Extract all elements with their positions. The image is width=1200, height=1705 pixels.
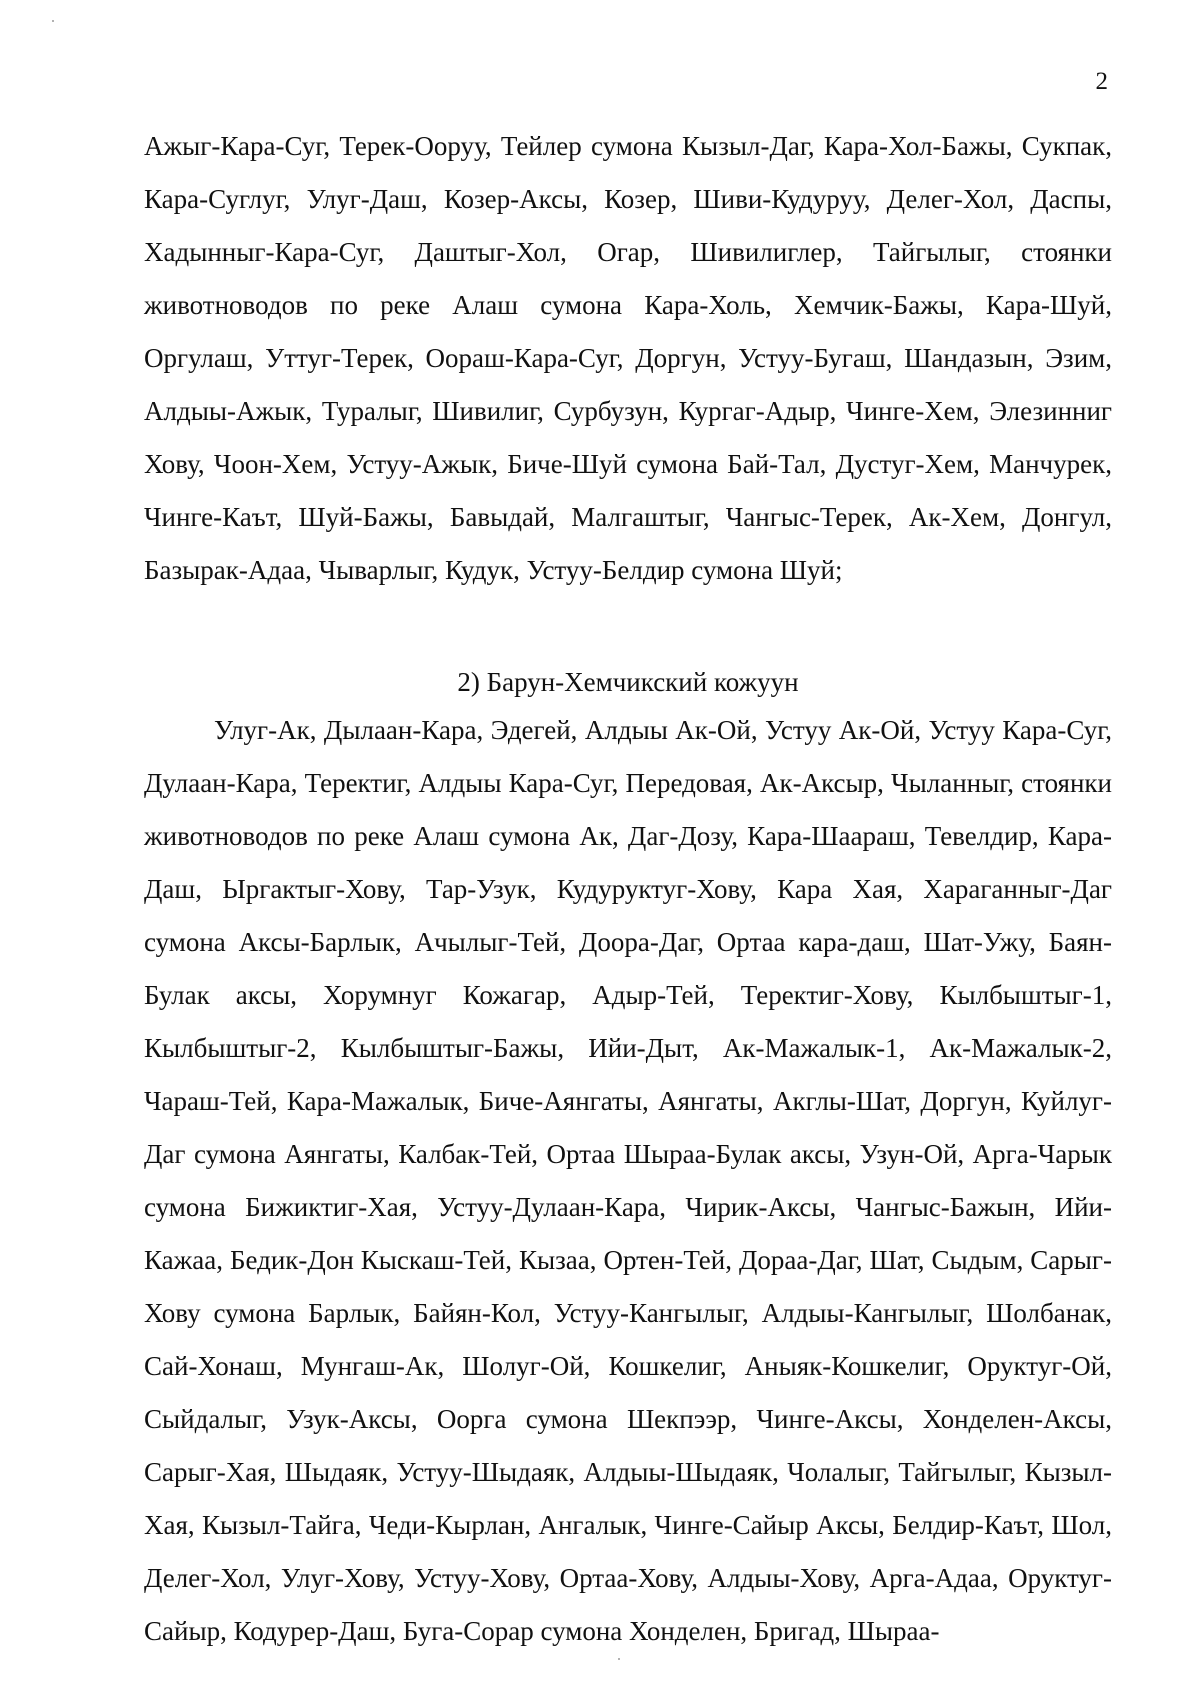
- scan-speck: [52, 20, 54, 22]
- page-number: 2: [1095, 68, 1108, 95]
- scan-speck: [618, 1658, 620, 1660]
- paragraph-barun-khemchik-settlements: Улуг-Ак, Дылаан-Кара, Эдегей, Алдыы Ак-Ой, Устуу Ак-Ой, Устуу Кара-Суг, Дулаан-Кара, Теректиг, Алдыы Кара-Суг, Передовая, Ак-Аксыр, Чыланныг, стоянки животноводов по реке Алаш сумона Ак, Даг-Дозу, Кара-Шаараш, Тевелдир, Кара-Даш, Ыргактыг-Хову, Тар-Узук, Кудуруктуг-Хову, Кара Хая, Хараганныг-Даг сумона Аксы-Барлык, Ачылыг-Тей, Доора-Даг, Ортаа кара-даш, Шат-Ужу, Баян-Булак аксы, Хорумнуг Кожагар, Адыр-Тей, Теректиг-Хову, Кылбыштыг-1, Кылбыштыг-2, Кылбыштыг-Бажы, Ийи-Дыт, Ак-Мажалык-1, Ак-Мажалык-2, Чараш-Тей, Кара-Мажалык, Биче-Аянгаты, Аянгаты, Акглы-Шат, Доргун, Куйлуг-Даг сумона Аянгаты, Калбак-Тей, Ортаа Шыраа-Булак аксы, Узун-Ой, Арга-Чарык сумона Бижиктиг-Хая, Устуу-Дулаан-Кара, Чирик-Аксы, Чангыс-Бажын, Ийи-Кажаа, Бедик-Дон Кыскаш-Тей, Кызаа, Ортен-Тей, Дораа-Даг, Шат, Сыдым, Сарыг-Хову сумона Барлык, Байян-Кол, Устуу-Кангылыг, Алдыы-Кангылыг, Шолбанак, Сай-Хонаш, Мунгаш-Ак, Шолуг-Ой, Кошкелиг, Аныяк-Кошкелиг, Оруктуг-Ой, Сыйдалыг, Узук-Аксы, Оорга сумона Шекпээр, Чинге-Аксы, Хонделен-Аксы, Сарыг-Хая, Шыдаяк, Устуу-Шыдаяк, Алдыы-Шыдаяк, Чолалыг, Тайгылыг, Кызыл-Хая, Кызыл-Тайга, Чеди-Кырлан, Ангалык, Чинге-Сайыр Аксы, Белдир-Каът, Шол, Делег-Хол, Улуг-Хову, Устуу-Хову, Ортаа-Хову, Алдыы-Хову, Арга-Адаа, Оруктуг-Сайыр, Кодурер-Даш, Буга-Сорар сумона Хонделен, Бригад, Шыраа-: [144, 715, 1112, 1646]
- section-heading-barun-khemchik: 2) Барун-Хемчикский кожуун: [457, 667, 799, 697]
- paragraph-continued-settlements: Ажыг-Кара-Суг, Терек-Ооруу, Тейлер сумона Кызыл-Даг, Кара-Хол-Бажы, Сукпак, Кара-Суглуг, Улуг-Даш, Козер-Аксы, Козер, Шиви-Кудуруу, Делег-Хол, Даспы, Хадынныг-Кара-Суг, Даштыг-Хол, Огар, Шивилиглер, Тайгылыг, стоянки животноводов по реке Алаш сумона Кара-Холь, Хемчик-Бажы, Кара-Шуй, Оргулаш, Уттуг-Терек, Оораш-Кара-Суг, Доргун, Устуу-Бугаш, Шандазын, Эзим, Алдыы-Ажык, Туралыг, Шивилиг, Сурбузун, Кургаг-Адыр, Чинге-Хем, Элезинниг Хову, Чоон-Хем, Устуу-Ажык, Биче-Шуй сумона Бай-Тал, Дустуг-Хем, Манчурек, Чинге-Каът, Шуй-Бажы, Бавыдай, Малгаштыг, Чангыс-Терек, Ак-Хем, Донгул, Базырак-Адаа, Чыварлыг, Кудук, Устуу-Белдир сумона Шуй;: [144, 131, 1112, 585]
